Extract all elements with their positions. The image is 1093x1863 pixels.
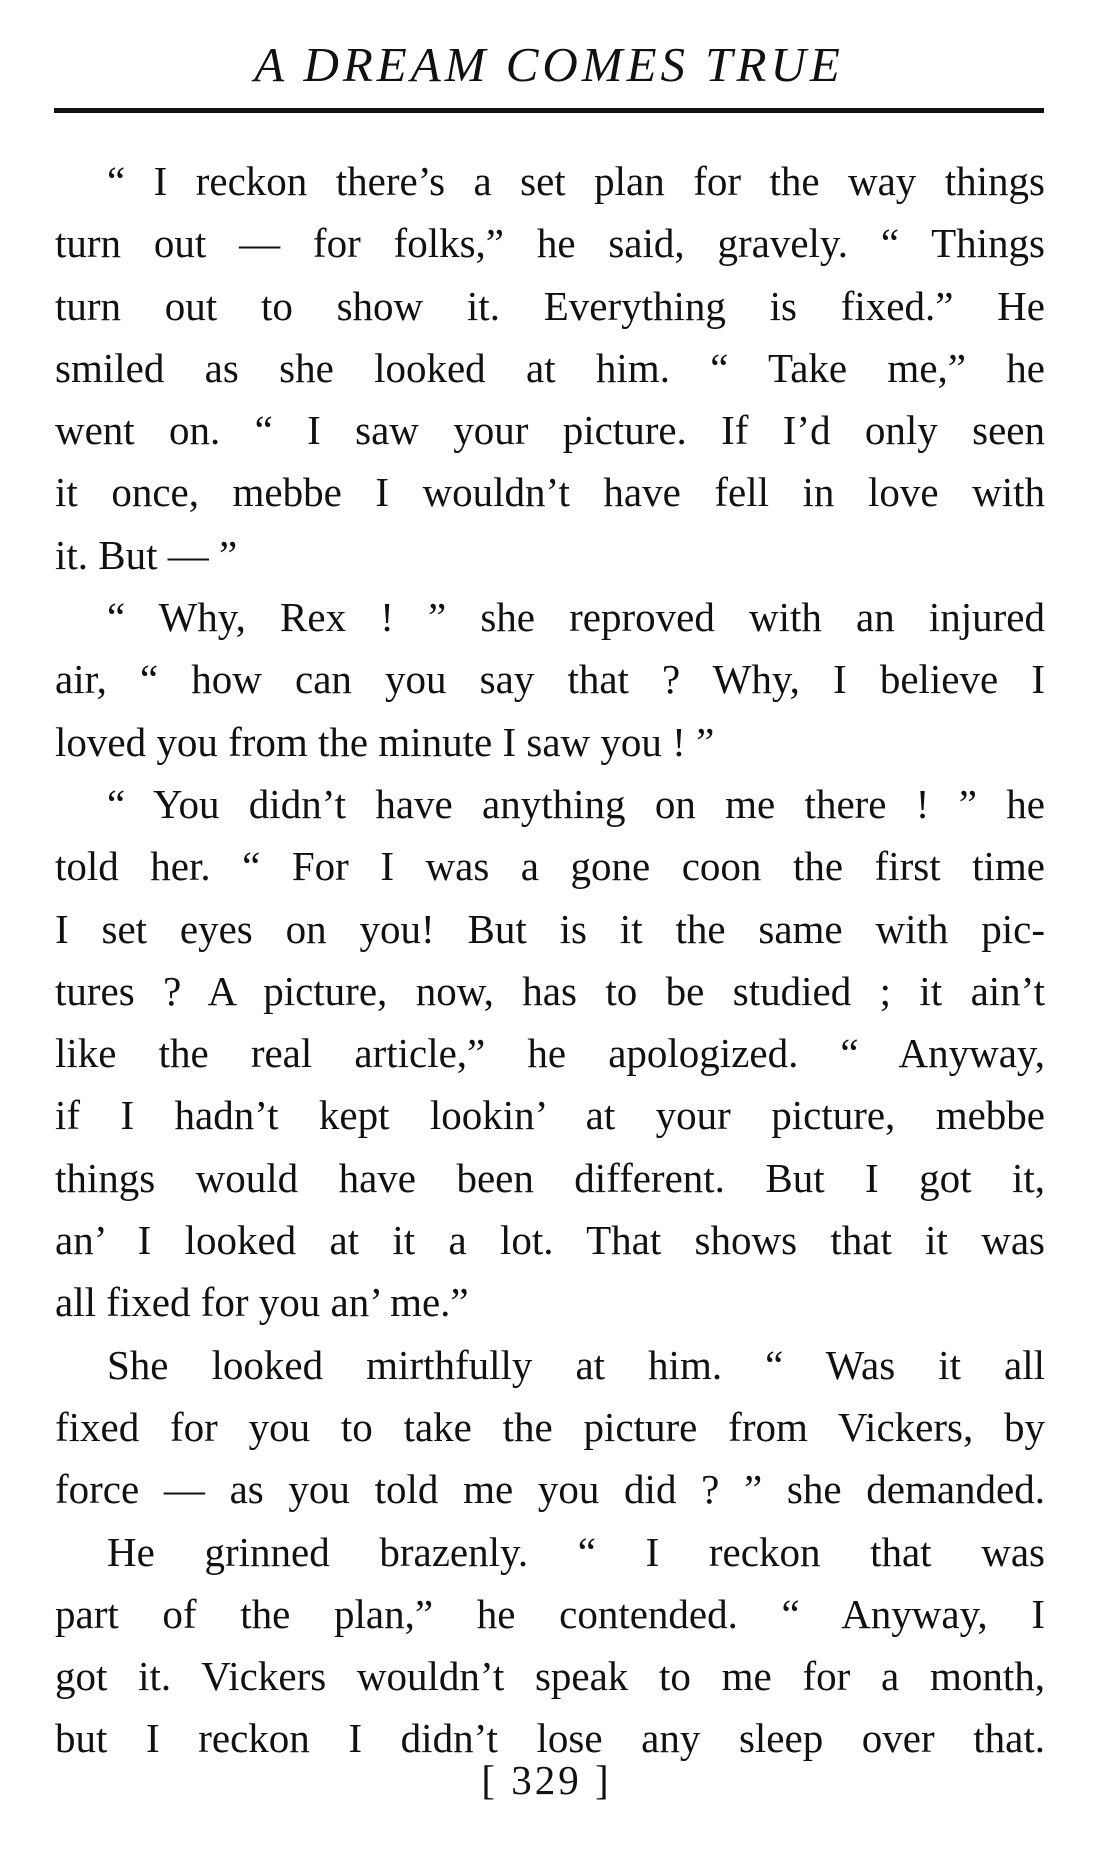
text-line: fixed for you to take the picture from Vickers, by bbox=[55, 1403, 1045, 1450]
text-line: She looked mirthfully at him. “ Was it all bbox=[107, 1341, 1045, 1388]
text-line: loved you from the minute I saw you ! ” bbox=[55, 718, 715, 765]
body-text bbox=[55, 150, 1045, 1770]
text-line: turn out — for folks,” he said, gravely. “ Things bbox=[55, 220, 1045, 267]
text-line: but I reckon I didn’t lose any sleep over that. bbox=[55, 1715, 1045, 1762]
text-line: part of the plan,” he contended. “ Anyway, I bbox=[55, 1590, 1045, 1637]
text-line: smiled as she looked at him. “ Take me,” he bbox=[55, 344, 1045, 391]
running-head: A DREAM COMES TRUE bbox=[254, 37, 844, 92]
header-rule bbox=[54, 108, 1044, 113]
text-line: told her. “ For I was a gone coon the first time bbox=[55, 843, 1045, 890]
text-line: tures ? A picture, now, has to be studied ; it ain’t bbox=[55, 967, 1045, 1014]
text-line: got it. Vickers wouldn’t speak to me for a month, bbox=[55, 1653, 1045, 1700]
text-line: “ Why, Rex ! ” she reproved with an injured bbox=[107, 594, 1045, 641]
text-line: air, “ how can you say that ? Why, I believe I bbox=[55, 656, 1045, 703]
text-line: an’ I looked at it a lot. That shows that it was bbox=[55, 1217, 1045, 1264]
text-line: it once, mebbe I wouldn’t have fell in love with bbox=[55, 469, 1045, 516]
text-line: He grinned brazenly. “ I reckon that was bbox=[107, 1528, 1045, 1575]
text-line: “ You didn’t have anything on me there ! ” he bbox=[107, 780, 1045, 827]
text-line: if I hadn’t kept lookin’ at your picture, mebbe bbox=[55, 1092, 1045, 1139]
text-line: force — as you told me you did ? ” she demanded. bbox=[55, 1466, 1045, 1513]
text-line: “ I reckon there’s a set plan for the way things bbox=[107, 158, 1045, 204]
text-line: I set eyes on you! But is it the same with pic- bbox=[55, 905, 1045, 952]
text-line: like the real article,” he apologized. “ Anyway, bbox=[55, 1030, 1045, 1077]
text-line: went on. “ I saw your picture. If I’d only seen bbox=[55, 407, 1045, 454]
text-line: all fixed for you an’ me.” bbox=[55, 1279, 469, 1326]
text-line: turn out to show it. Everything is fixed.” He bbox=[55, 282, 1045, 329]
text-line: it. But — ” bbox=[55, 531, 238, 578]
page-number: [ 329 ] bbox=[481, 1757, 612, 1803]
text-line: things would have been different. But I got it, bbox=[55, 1154, 1045, 1201]
